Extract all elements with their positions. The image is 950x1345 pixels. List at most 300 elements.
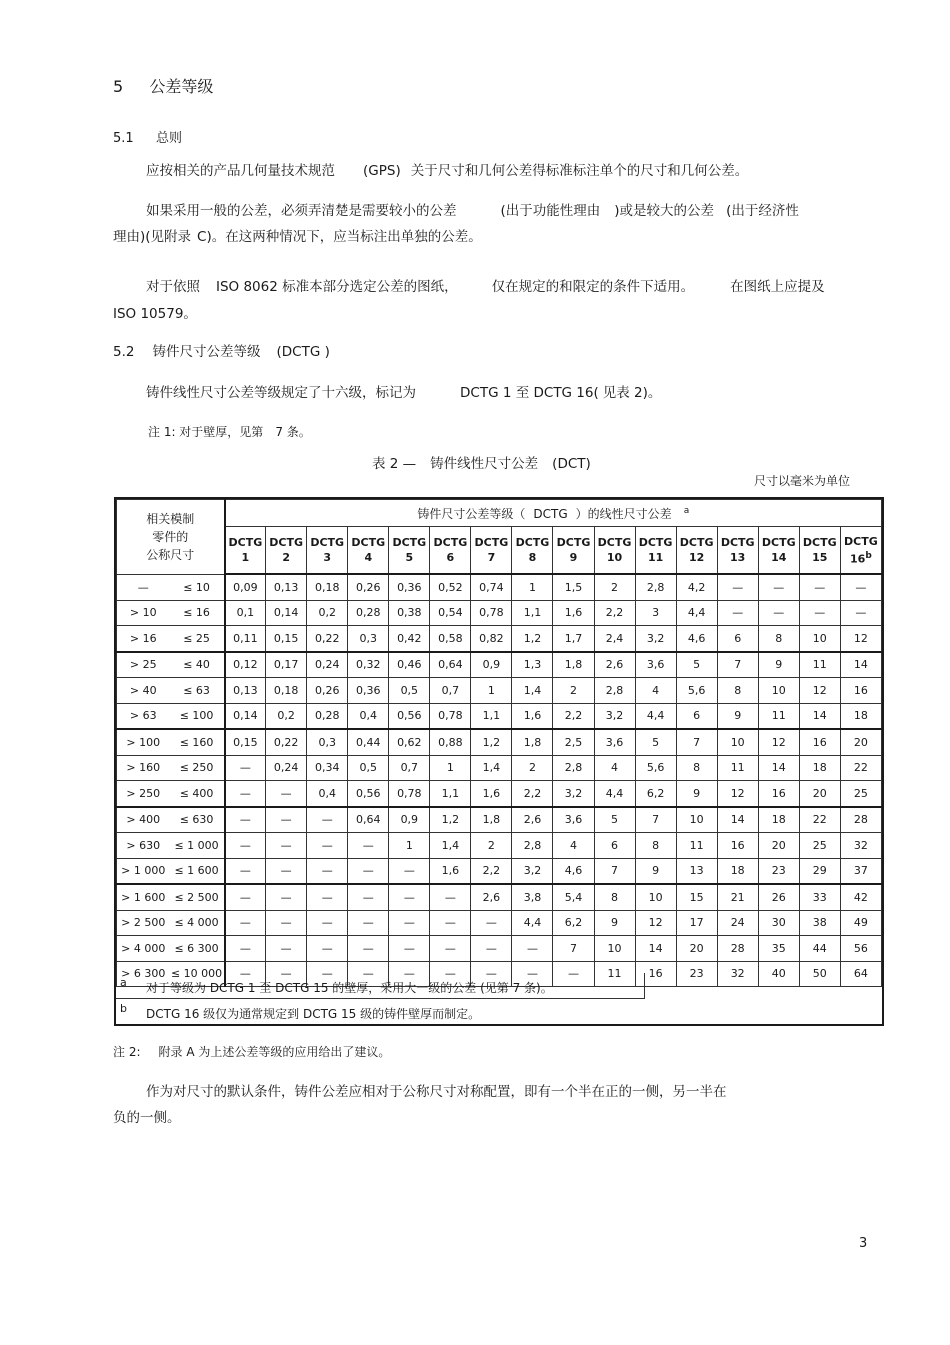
tolerance-cell: 9	[676, 781, 717, 807]
tolerance-cell: —	[799, 574, 840, 600]
tolerance-cell: 0,13	[225, 678, 266, 704]
tolerance-cell: —	[348, 910, 389, 936]
tolerance-cell: —	[389, 884, 430, 910]
header-line: 公称尺寸	[146, 547, 195, 562]
tolerance-cell: —	[225, 961, 266, 987]
footnote-b	[116, 999, 644, 1025]
tolerance-table	[114, 497, 884, 1026]
tolerance-cell: —	[799, 600, 840, 626]
tolerance-cell: —	[307, 936, 348, 962]
tolerance-cell: 2	[594, 574, 635, 600]
grade-header-dctg-12	[676, 527, 717, 575]
tolerance-cell: 2	[512, 755, 553, 781]
footnote-text: 对于等级为 DCTG 1 至 DCTG 15 的壁厚，采用大一级的公差 (见第 7 条)。	[146, 981, 553, 995]
text: 铸件尺寸公差等级（	[417, 506, 526, 521]
tolerance-cell: 16	[840, 678, 881, 704]
tolerance-cell: 14	[799, 703, 840, 729]
tolerance-cell: 20	[676, 936, 717, 962]
tolerance-cell: 1,8	[512, 729, 553, 755]
table-row	[117, 858, 882, 884]
tolerance-cell: 16	[635, 961, 676, 987]
grade-label: DCTG	[310, 536, 345, 549]
paragraph-1	[146, 158, 748, 184]
size-from: > 4 000	[117, 936, 170, 962]
size-to: ≤ 400	[170, 781, 225, 807]
text: ISO 8062 标准本部分选定公差的图纸，	[216, 279, 458, 295]
grade-number: 10	[606, 551, 623, 564]
text: 如果采用一般的公差，必须弄清楚是需要较小的公差	[146, 203, 457, 219]
tolerance-cell: —	[758, 574, 799, 600]
tolerance-cell: 0,56	[389, 703, 430, 729]
nominal-size-header	[117, 500, 225, 575]
grade-label: DCTG	[720, 536, 755, 549]
tolerance-cell: 42	[840, 884, 881, 910]
tolerance-cell: —	[307, 807, 348, 833]
tolerance-cell: 3,2	[553, 781, 594, 807]
text: )或是较大的公差	[614, 203, 715, 219]
size-to: ≤ 4 000	[170, 910, 225, 936]
tolerance-cell: 0,14	[266, 600, 307, 626]
tolerance-cell: 3	[635, 600, 676, 626]
tolerance-cell: 29	[799, 858, 840, 884]
tolerance-cell: 64	[840, 961, 881, 987]
tolerance-cell: —	[225, 936, 266, 962]
tolerance-cell: —	[225, 910, 266, 936]
section-5-1-heading	[113, 127, 182, 146]
tolerance-cell: 0,26	[348, 574, 389, 600]
tolerance-cell: 0,4	[348, 703, 389, 729]
tolerance-cell: 32	[717, 961, 758, 987]
tolerance-cell: —	[717, 600, 758, 626]
tolerance-cell: 5,6	[676, 678, 717, 704]
tolerance-cell: 1,6	[553, 600, 594, 626]
size-from: > 25	[117, 652, 170, 678]
tolerance-cell: 0,2	[266, 703, 307, 729]
table-row	[117, 574, 882, 600]
tolerance-cell: 6	[594, 833, 635, 859]
tolerance-cell: 1	[471, 678, 512, 704]
footnote-mark: b	[120, 1002, 127, 1015]
tolerance-cell: —	[840, 574, 881, 600]
table-row	[117, 626, 882, 652]
tolerance-cell: 5	[676, 652, 717, 678]
header-line: 零件的	[152, 529, 189, 544]
text: 附录 A 为上述公差等级的应用给出了建议。	[158, 1045, 391, 1059]
tolerance-cell: 18	[840, 703, 881, 729]
tolerance-cell: 6	[717, 626, 758, 652]
tolerance-cell: 9	[717, 703, 758, 729]
tolerance-cell: 0,32	[348, 652, 389, 678]
tolerance-cell: 2,6	[594, 652, 635, 678]
size-to: ≤ 630	[170, 807, 225, 833]
grade-label: DCTG	[228, 536, 263, 549]
tolerance-cell: 1,5	[553, 574, 594, 600]
tolerance-cell: 4	[553, 833, 594, 859]
tolerance-cell: 0,74	[471, 574, 512, 600]
text: 对于依照	[146, 279, 200, 295]
tolerance-cell: 0,11	[225, 626, 266, 652]
size-to: ≤ 25	[170, 626, 225, 652]
tolerance-cell: 22	[799, 807, 840, 833]
tolerance-cell: 56	[840, 936, 881, 962]
tolerance-cell: 2,6	[471, 884, 512, 910]
tolerance-cell: 50	[799, 961, 840, 987]
tolerance-cell: 1,1	[512, 600, 553, 626]
header-line: 相关模制	[146, 511, 195, 526]
tolerance-cell: 4,4	[512, 910, 553, 936]
tolerance-cell: —	[307, 833, 348, 859]
tolerance-cell: 1,8	[553, 652, 594, 678]
tolerance-cell: 10	[717, 729, 758, 755]
tolerance-cell: 18	[758, 807, 799, 833]
text: (DCT)	[552, 456, 591, 472]
tolerance-cell: 0,15	[225, 729, 266, 755]
size-to: ≤ 1 600	[170, 858, 225, 884]
tolerance-cell: 1,4	[512, 678, 553, 704]
tolerance-cell: 22	[840, 755, 881, 781]
tolerance-cell: 49	[840, 910, 881, 936]
tolerance-cell: 5	[635, 729, 676, 755]
tolerance-cell: —	[471, 910, 512, 936]
tolerance-grid	[116, 499, 882, 987]
tolerance-cell: 5,6	[635, 755, 676, 781]
table-row	[117, 703, 882, 729]
table-row	[117, 652, 882, 678]
tolerance-cell: 11	[676, 833, 717, 859]
text: ）的线性尺寸公差	[575, 506, 672, 521]
tolerance-cell: 12	[840, 626, 881, 652]
tolerance-cell: 0,18	[307, 574, 348, 600]
tolerance-cell: 8	[594, 884, 635, 910]
grade-label: DCTG	[433, 536, 468, 549]
tolerance-cell: 0,36	[389, 574, 430, 600]
table-row	[117, 678, 882, 704]
size-to: ≤ 6 300	[170, 936, 225, 962]
size-from: > 1 000	[117, 858, 170, 884]
tolerance-cell: 0,15	[266, 626, 307, 652]
size-from: > 16	[117, 626, 170, 652]
grade-header-dctg-7	[471, 527, 512, 575]
size-from: > 160	[117, 755, 170, 781]
tolerance-cell: 0,42	[389, 626, 430, 652]
tolerance-cell: 12	[717, 781, 758, 807]
tolerance-cell: —	[840, 600, 881, 626]
tolerance-cell: —	[225, 755, 266, 781]
tolerance-cell: —	[266, 961, 307, 987]
tolerance-cell: 0,14	[225, 703, 266, 729]
grade-number: 13	[730, 551, 746, 564]
tolerance-cell: 0,26	[307, 678, 348, 704]
tolerance-cell: —	[512, 961, 553, 987]
tolerance-cell: 16	[799, 729, 840, 755]
grade-label: DCTG	[638, 536, 673, 549]
tolerance-cell: 6,2	[635, 781, 676, 807]
grade-number: 3	[323, 551, 332, 564]
tolerance-cell: 1,8	[471, 807, 512, 833]
text: 见表 2)。	[602, 385, 662, 401]
tolerance-cell: —	[266, 781, 307, 807]
size-to: ≤ 40	[170, 652, 225, 678]
footnote-text: DCTG 16 级仅为通常规定到 DCTG 15 级的铸件壁厚而制定。	[146, 1007, 481, 1021]
tolerance-cell: 35	[758, 936, 799, 962]
tolerance-cell: 1,2	[471, 729, 512, 755]
tolerance-cell: 1,2	[430, 807, 471, 833]
tolerance-cell: 7	[717, 652, 758, 678]
tolerance-cell: 7	[676, 729, 717, 755]
tolerance-cell: 0,82	[471, 626, 512, 652]
tolerance-cell: 7	[594, 858, 635, 884]
tolerance-cell: 8	[717, 678, 758, 704]
tolerance-cell: —	[348, 858, 389, 884]
grade-header-dctg-6	[430, 527, 471, 575]
table-row	[117, 910, 882, 936]
text: (出于经济性	[726, 203, 799, 219]
tolerance-cell: —	[307, 961, 348, 987]
tolerance-cell: —	[348, 884, 389, 910]
grade-label: DCTG	[474, 536, 509, 549]
tolerance-cell: 14	[758, 755, 799, 781]
tolerance-cell: 1,6	[430, 858, 471, 884]
paragraph-3-line-2	[113, 301, 197, 327]
size-to: ≤ 10	[170, 574, 225, 600]
size-to: ≤ 10 000	[170, 961, 225, 987]
grade-number: 4	[364, 551, 373, 564]
size-from: > 40	[117, 678, 170, 704]
tolerance-cell: 44	[799, 936, 840, 962]
grade-number: 1	[241, 551, 250, 564]
tolerance-cell: —	[430, 936, 471, 962]
tolerance-cell: 2,2	[553, 703, 594, 729]
tolerance-cell: 0,28	[307, 703, 348, 729]
tolerance-cell: 26	[758, 884, 799, 910]
tolerance-cell: 0,24	[266, 755, 307, 781]
tolerance-cell: 0,09	[225, 574, 266, 600]
page-number: 3	[859, 1236, 868, 1251]
tolerance-cell: —	[266, 910, 307, 936]
tolerance-cell: 4,2	[676, 574, 717, 600]
tolerance-cell: 3,2	[512, 858, 553, 884]
tolerance-cell: 1,7	[553, 626, 594, 652]
grade-label: DCTG	[802, 536, 837, 549]
tolerance-cell: 3,6	[594, 729, 635, 755]
grade-header-dctg-1	[225, 527, 266, 575]
paragraph-2-line-2	[113, 224, 482, 250]
text: DCTG 1 至 DCTG 16(	[460, 385, 599, 401]
tolerance-cell: 2	[471, 833, 512, 859]
text: 注 2:	[113, 1045, 141, 1059]
tolerance-cell: 10	[758, 678, 799, 704]
tolerance-cell: 20	[758, 833, 799, 859]
tolerance-cell: 2,8	[553, 755, 594, 781]
tolerance-cell: —	[225, 833, 266, 859]
text: 注 1: 对于壁厚，见第	[148, 425, 264, 439]
tolerance-cell: 0,38	[389, 600, 430, 626]
size-from: > 250	[117, 781, 170, 807]
tolerance-cell: 8	[676, 755, 717, 781]
grade-number: 5	[405, 551, 414, 564]
tolerance-cell: 2,5	[553, 729, 594, 755]
tolerance-cell: 32	[840, 833, 881, 859]
tolerance-cell: 16	[717, 833, 758, 859]
size-to: ≤ 16	[170, 600, 225, 626]
tolerance-cell: 2,2	[512, 781, 553, 807]
size-from: > 2 500	[117, 910, 170, 936]
tolerance-cell: 0,56	[348, 781, 389, 807]
tolerance-cell: 0,24	[307, 652, 348, 678]
grade-number: 6	[446, 551, 455, 564]
tolerance-cell: 2,8	[635, 574, 676, 600]
tolerance-cell: 0,46	[389, 652, 430, 678]
grade-label: DCTG	[844, 534, 878, 548]
tolerance-cell: 2,2	[471, 858, 512, 884]
tolerance-cell: 1	[389, 833, 430, 859]
tolerance-cell: 0,9	[389, 807, 430, 833]
tolerance-cell: 1,3	[512, 652, 553, 678]
section-number: 5.1	[113, 131, 134, 146]
tolerance-cell: —	[430, 961, 471, 987]
note-2	[113, 1043, 390, 1060]
size-to: ≤ 1 000	[170, 833, 225, 859]
text: 铸件线性尺寸公差	[430, 456, 539, 472]
tolerance-cell: 0,52	[430, 574, 471, 600]
tolerance-cell: 7	[553, 936, 594, 962]
text: )(见附录	[140, 229, 192, 245]
note-1	[148, 423, 311, 440]
tolerance-cell: 0,3	[348, 626, 389, 652]
size-from: > 100	[117, 729, 170, 755]
footnote-mark: b	[865, 550, 872, 561]
tolerance-cell: 4,4	[594, 781, 635, 807]
grade-label: DCTG	[679, 536, 714, 549]
tolerance-cell: —	[307, 910, 348, 936]
section-code: (DCTG )	[276, 344, 330, 360]
table-row	[117, 833, 882, 859]
tolerance-cell: 2,4	[594, 626, 635, 652]
tolerance-cell: 21	[717, 884, 758, 910]
tolerance-cell: 2,2	[594, 600, 635, 626]
tolerance-cell: 17	[676, 910, 717, 936]
grade-header-dctg-9	[553, 527, 594, 575]
grade-header-dctg-14	[758, 527, 799, 575]
text: 应按相关的产品几何量技术规范	[146, 163, 335, 179]
tolerance-cell: 9	[594, 910, 635, 936]
footnote-mark: a	[120, 976, 127, 989]
paragraph-3-line-1	[146, 274, 825, 300]
size-from: > 1 600	[117, 884, 170, 910]
size-from: > 400	[117, 807, 170, 833]
tolerance-cell: —	[266, 807, 307, 833]
grade-number: 16	[850, 552, 866, 566]
tolerance-cell: 1	[430, 755, 471, 781]
section-title: 铸件尺寸公差等级	[152, 344, 261, 360]
tolerance-cell: 0,9	[471, 652, 512, 678]
tolerance-cell: 8	[758, 626, 799, 652]
tolerance-cell: 3,2	[594, 703, 635, 729]
section-5-heading	[113, 74, 213, 97]
grade-number: 12	[688, 551, 705, 564]
tolerance-cell: 0,88	[430, 729, 471, 755]
tolerance-cell: 2,6	[512, 807, 553, 833]
grade-label: DCTG	[761, 536, 796, 549]
tolerance-cell: 20	[840, 729, 881, 755]
tolerance-cell: 24	[717, 910, 758, 936]
size-to: ≤ 2 500	[170, 884, 225, 910]
tolerance-cell: 14	[717, 807, 758, 833]
size-to: ≤ 63	[170, 678, 225, 704]
tolerance-cell: 11	[594, 961, 635, 987]
grade-header-dctg-8	[512, 527, 553, 575]
table-row	[117, 755, 882, 781]
tolerance-cell: —	[348, 961, 389, 987]
tolerance-cell: —	[348, 833, 389, 859]
tolerance-cell: —	[266, 833, 307, 859]
tolerance-cell: —	[266, 858, 307, 884]
tolerance-cell: 14	[635, 936, 676, 962]
tolerance-cell: 4,6	[676, 626, 717, 652]
footnote-mark: a	[683, 505, 690, 516]
tolerance-cell: 3,2	[635, 626, 676, 652]
tolerance-cell: 2	[553, 678, 594, 704]
tolerance-cell: 4	[635, 678, 676, 704]
tolerance-cell: 5,4	[553, 884, 594, 910]
tolerance-cell: 11	[758, 703, 799, 729]
grade-header-dctg-13	[717, 527, 758, 575]
tolerance-cell: 0,78	[389, 781, 430, 807]
paragraph-5-line-2: 负的一侧。	[113, 1110, 181, 1126]
tolerance-cell: 0,4	[307, 781, 348, 807]
tolerance-cell: 20	[799, 781, 840, 807]
section-number: 5	[113, 77, 124, 96]
tolerance-cell: 1,4	[430, 833, 471, 859]
tolerance-cell: 25	[840, 781, 881, 807]
tolerance-cell: 0,78	[471, 600, 512, 626]
size-from: > 6 300	[117, 961, 170, 987]
section-title: 总则	[155, 131, 182, 146]
tolerance-cell: —	[266, 936, 307, 962]
grade-number: 14	[771, 551, 787, 564]
tolerance-cell: 14	[840, 652, 881, 678]
tolerance-cell: —	[225, 781, 266, 807]
paragraph-5-line-1: 作为对尺寸的默认条件，铸件公差应相对于公称尺寸对称配置，即有一个半在正的一侧，另一半在	[146, 1084, 727, 1100]
grade-header-dctg-3	[307, 527, 348, 575]
grade-header-dctg-2	[266, 527, 307, 575]
grade-label: DCTG	[269, 536, 304, 549]
tolerance-cell: 38	[799, 910, 840, 936]
tolerance-cell: 0,22	[266, 729, 307, 755]
tolerance-cell: 10	[635, 884, 676, 910]
tolerance-cell: 18	[799, 755, 840, 781]
grade-number: 2	[282, 551, 290, 564]
tolerance-cell: 1,6	[512, 703, 553, 729]
text: 7 条。	[275, 425, 311, 439]
tolerance-cell: 0,5	[389, 678, 430, 704]
grade-header-dctg-16	[840, 527, 881, 575]
tolerance-cell: —	[717, 574, 758, 600]
grade-number: 7	[487, 551, 496, 564]
grade-label: DCTG	[597, 536, 632, 549]
tolerance-cell: 0,3	[307, 729, 348, 755]
text: 理由	[113, 229, 140, 245]
tolerance-cell: 3,8	[512, 884, 553, 910]
tolerance-cell: 4	[594, 755, 635, 781]
tolerance-cell: 28	[840, 807, 881, 833]
tolerance-cell: —	[225, 884, 266, 910]
tolerance-cell: 0,78	[430, 703, 471, 729]
grade-header-dctg-4	[348, 527, 389, 575]
size-to: ≤ 100	[170, 703, 225, 729]
tolerance-cell: 0,28	[348, 600, 389, 626]
tolerance-cell: 0,44	[348, 729, 389, 755]
